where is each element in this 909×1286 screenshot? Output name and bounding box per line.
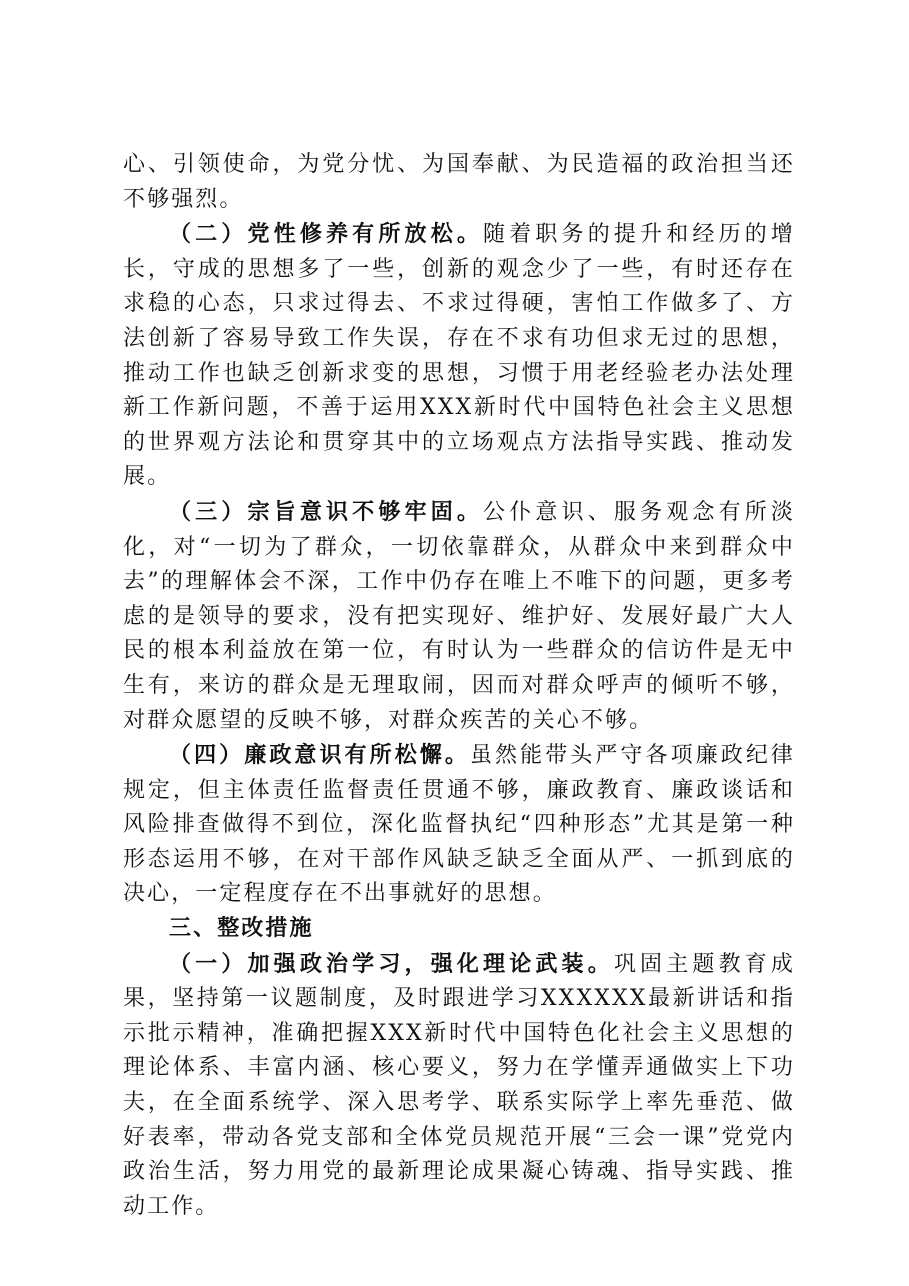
- section-heading: 三、整改措施: [169, 916, 314, 942]
- paragraph-text: 巩固主题教育成果，坚持第一议题制度，及时跟进学习XXXXXX最新讲话和指示批示精神，准确把握XXX新时代中国特色化社会主义思想的理论体系、丰富内涵、核心要义，努力在学懂弄通做实上下功夫，在全面系统学、深入思考学、联系实际学上率先垂范、做好表率，带动各党支部和全体党员规范开展“三会一课”党党内政治生活，努力用党的最新理论成果凝心铸魂、指导实践、推动工作。: [123, 951, 796, 1219]
- paragraph-lead: （三）宗旨意识不够牢固。: [169, 498, 484, 525]
- paragraph-purpose-awareness: [123, 495, 795, 738]
- paragraph-text: 心、引领使命，为党分忧、为国奉献、为民造福的政治担当还不够强烈。: [123, 152, 795, 212]
- paragraph-measure-political-study: [123, 947, 795, 1225]
- document-page: [123, 148, 795, 1224]
- paragraph-lead: （一）加强政治学习，强化理论武装。: [169, 950, 614, 977]
- paragraph-text: 随着职务的提升和经历的增长，守成的思想多了一些，创新的观念少了一些，有时还存在求稳的心态，只求过得去、不求过得硬，害怕工作做多了、方法创新了容易导致工作失误，存在不求有功但求无过的思想，推动工作也缺乏创新求变的思想，习惯于用老经验老办法处理新工作新问题，不善于运用XXX新时代中国特色社会主义思想的世界观方法论和贯穿其中的立场观点方法指导实践、推动发展。: [123, 222, 796, 490]
- paragraph-party-spirit: [123, 217, 795, 495]
- paragraph-text: 公仆意识、服务观念有所淡化，对“一切为了群众，一切依靠群众，从群众中来到群众中去”的理解体会不深，工作中仍存在唯上不唯下的问题，更多考虑的是领导的要求，没有把实现好、维护好、发展好最广大人民的根本利益放在第一位，有时认为一些群众的信访件是无中生有，来访的群众是无理取闹，因而对群众呼声的倾听不够，对群众愿望的反映不够，对群众疾苦的关心不够。: [123, 499, 796, 733]
- paragraph-text: 虽然能带头严守各项廉政纪律规定，但主体责任监督责任贯通不够，廉政教育、廉政谈话和风险排查做得不到位，深化监督执纪“四种形态”尤其是第一种形态运用不够，在对干部作风缺乏缺乏全面从严、一抓到底的决心，一定程度存在不出事就好的思想。: [123, 743, 795, 907]
- paragraph-lead: （四）廉政意识有所松懈。: [169, 742, 470, 769]
- paragraph-lead: （二）党性修养有所放松。: [169, 221, 484, 248]
- paragraph-continuation: [123, 148, 795, 217]
- paragraph-integrity-awareness: [123, 738, 795, 912]
